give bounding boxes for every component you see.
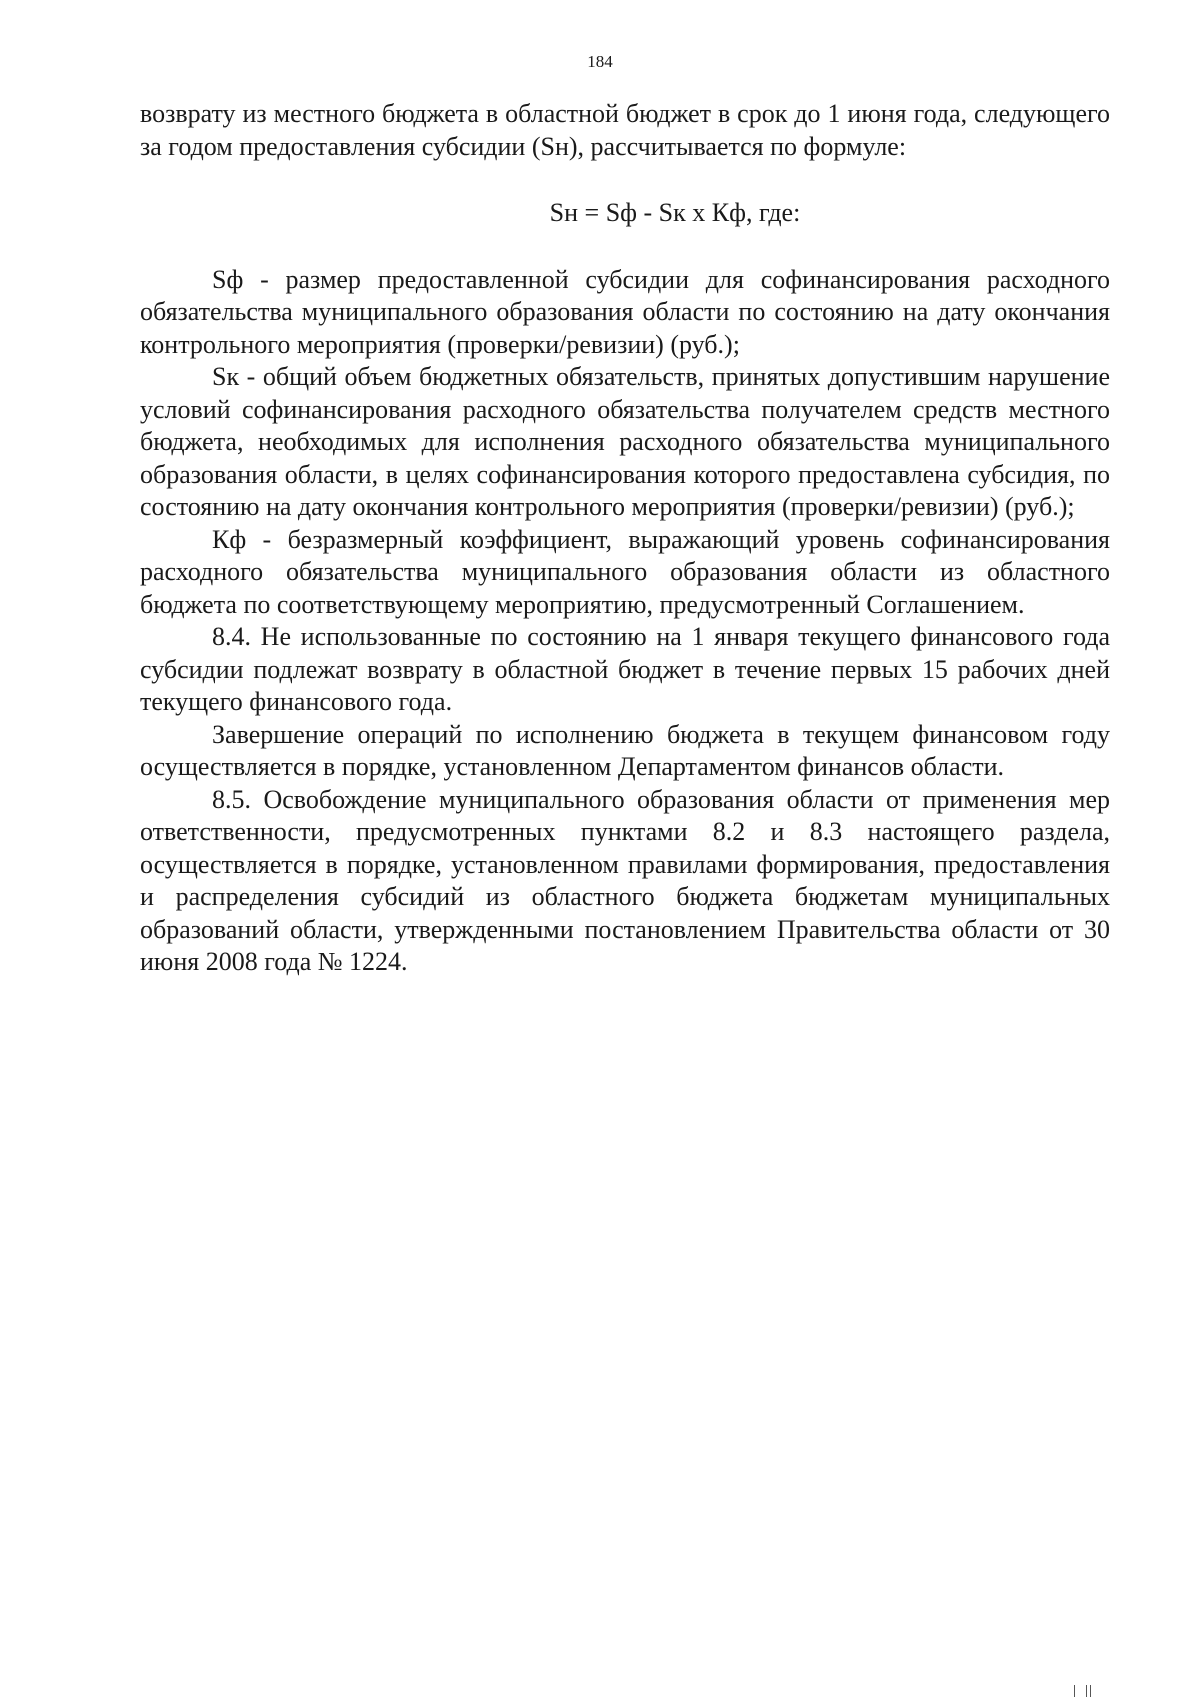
- definition-sf: Sф - размер предоставленной субсидии для софинансирования расходного обязательства муниципального образования области по состоянию на дату окончания контрольного мероприятия (проверки/ревизии) (руб.);: [140, 264, 1110, 359]
- paragraph-intro: возврату из местного бюджета в областной бюджет в срок до 1 июня года, следующего за годом предоставления субсидии (Sн), рассчитывается по формуле:: [140, 99, 1110, 161]
- document-body: [140, 98, 1110, 979]
- scan-edge-mark: [1070, 1683, 1100, 1697]
- formula: Sн = Sф - Sк x Кф, где:: [549, 198, 801, 227]
- definition-kf: Кф - безразмерный коэффициент, выражающий уровень софинансирования расходного обязательства муниципального образования области из областного бюджета по соответствующему мероприятию, предусмотренный Соглашением.: [140, 524, 1110, 619]
- definition-sk: Sк - общий объем бюджетных обязательств, принятых допустившим нарушение условий софинансирования расходного обязательства получателем средств местного бюджета, необходимых для исполнения расходного обязательства муниципального образования области, в целях софинансирования которого предоставлена субсидия, по состоянию на дату окончания контрольного мероприятия (проверки/ревизии) (руб.);: [140, 362, 1110, 521]
- paragraph-8-5: 8.5. Освобождение муниципального образования области от применения мер ответственности, предусмотренных пунктами 8.2 и 8.3 настоящего раздела, осуществляется в порядке, установленном правилами формирования, предоставления и распределения субсидий из областного бюджета бюджетам муниципальных образований области, утвержденными постановлением Правительства области от 30 июня 2008 года № 1224.: [140, 784, 1110, 976]
- paragraph-completion: Завершение операций по исполнению бюджета в текущем финансовом году осуществляется в порядке, установленном Департаментом финансов области.: [140, 719, 1110, 781]
- page-number: 184: [587, 52, 613, 71]
- paragraph-8-4: 8.4. Не использованные по состоянию на 1 января текущего финансового года субсидии подлежат возврату в областной бюджет в течение первых 15 рабочих дней текущего финансового года.: [140, 622, 1110, 716]
